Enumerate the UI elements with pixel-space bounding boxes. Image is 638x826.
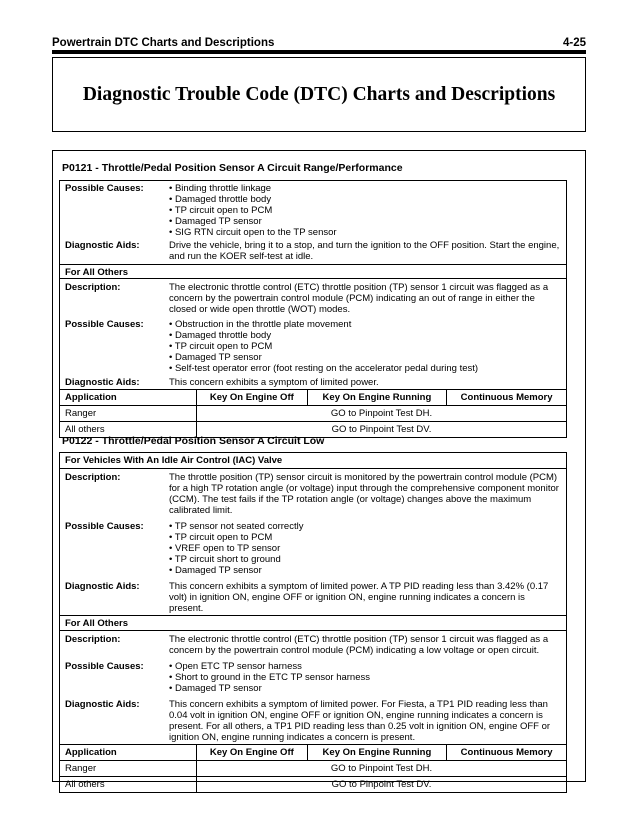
p0122-title: P0122 - Throttle/Pedal Position Sensor A Circuit Low <box>62 435 325 447</box>
p0122-causes2-row <box>60 656 566 694</box>
p0122-desc-row <box>60 468 566 516</box>
cause-item: • TP circuit open to PCM <box>169 532 560 543</box>
p0121-diag2-row <box>60 374 566 389</box>
page-number: 4-25 <box>562 37 586 49</box>
possible-causes-list <box>169 521 566 576</box>
for-all-others-header: For All Others <box>60 615 566 630</box>
pinpoint-test-cell: GO to Pinpoint Test DV. <box>197 422 567 438</box>
application-header-row <box>60 390 566 406</box>
pinpoint-test-cell: GO to Pinpoint Test DH. <box>197 406 567 422</box>
p0121-application-table <box>60 389 566 437</box>
page-title: Diagnostic Trouble Code (DTC) Charts and Descriptions <box>82 83 556 105</box>
cause-item: • TP sensor not seated correctly <box>169 521 560 532</box>
p0122-application-table <box>60 744 566 792</box>
cause-item: • Damaged TP sensor <box>169 216 560 227</box>
description-text: The throttle position (TP) sensor circuit is monitored by the powertrain control module (PCM) for a high TP rotation angle (or voltage) input through the comprehensive component monitor (CCM). The test fails if the TP rotation angle (or voltage) changes above the maximum calibrated limit. <box>169 472 559 516</box>
header-title: Powertrain DTC Charts and Descriptions <box>52 37 275 49</box>
possible-causes-label: Possible Causes: <box>65 661 144 672</box>
cause-item: • Open ETC TP sensor harness <box>169 661 560 672</box>
diagnostic-aids-label: Diagnostic Aids: <box>65 240 140 251</box>
application-cell: All others <box>60 777 197 793</box>
table-row <box>60 777 566 793</box>
table-row <box>60 406 566 422</box>
description-label: Description: <box>65 472 121 483</box>
col-koer: Key On Engine Running <box>307 745 447 761</box>
col-koer: Key On Engine Running <box>307 390 447 406</box>
running-header <box>52 36 586 50</box>
col-koeo: Key On Engine Off <box>197 390 308 406</box>
possible-causes-label: Possible Causes: <box>65 319 144 330</box>
p0122-desc2-row <box>60 630 566 656</box>
cause-item: • Damaged throttle body <box>169 330 560 341</box>
diagnostic-aids-text: This concern exhibits a symptom of limited power. <box>169 377 379 388</box>
iac-valve-header: For Vehicles With An Idle Air Control (IAC) Valve <box>65 455 283 466</box>
diagnostic-aids-text: Drive the vehicle, bring it to a stop, and turn the ignition to the OFF position. Start the engine, and run the KOER self-test at idle. <box>169 240 560 262</box>
cause-item: • Damaged TP sensor <box>169 565 560 576</box>
for-all-others-header: For All Others <box>60 264 566 278</box>
description-text: The electronic throttle control (ETC) throttle position (TP) sensor 1 circuit was flagged as a concern by the powertrain control module (PCM) indicating a low voltage or open circuit. <box>169 634 549 656</box>
pinpoint-test-cell: GO to Pinpoint Test DV. <box>197 777 567 793</box>
possible-causes-label: Possible Causes: <box>65 183 144 194</box>
p0121-desc-row <box>60 278 566 315</box>
cause-item: • Self-test operator error (foot resting on the accelerator pedal during test) <box>169 363 560 374</box>
application-cell: Ranger <box>60 761 197 777</box>
cause-item: • TP circuit short to ground <box>169 554 560 565</box>
pinpoint-test-cell: GO to Pinpoint Test DH. <box>197 761 567 777</box>
p0121-causes-row <box>60 181 566 238</box>
possible-causes-list <box>169 319 566 374</box>
cause-item: • Short to ground in the ETC TP sensor harness <box>169 672 560 683</box>
cause-item: • Damaged TP sensor <box>169 683 560 694</box>
p0122-diag-row <box>60 576 566 615</box>
diagnostic-aids-text: This concern exhibits a symptom of limited power. For Fiesta, a TP1 PID reading less than 0.04 volt in ignition ON, engine OFF or ignition ON, engine running indicates a concern is present. For all others, a TP1 PID reading less than 0.25 volt in ignition ON, engine OFF or ignition ON, engine running indicates a concern is present. <box>169 699 551 743</box>
cause-item: • TP circuit open to PCM <box>169 205 560 216</box>
diagnostic-aids-label: Diagnostic Aids: <box>65 699 140 710</box>
p0121-diag-row <box>60 238 566 264</box>
possible-causes-list <box>169 183 566 238</box>
possible-causes-list <box>169 661 566 694</box>
possible-causes-label: Possible Causes: <box>65 521 144 532</box>
diagnostic-aids-text: This concern exhibits a symptom of limited power. A TP PID reading less than 3.42% (0.17 volt) in ignition ON, engine OFF or ignition ON, engine running indicates a concern is present. <box>169 581 549 614</box>
application-cell: Ranger <box>60 406 197 422</box>
diagnostic-aids-label: Diagnostic Aids: <box>65 581 140 592</box>
diagnostic-aids-label: Diagnostic Aids: <box>65 377 140 388</box>
application-header-row <box>60 745 566 761</box>
header-rule <box>52 50 586 54</box>
description-text: The electronic throttle control (ETC) throttle position (TP) sensor 1 circuit was flagged as a concern by the powertrain control module (PCM) indicating an out of range in either the closed or wide open throttle (WOT) modes. <box>169 282 549 315</box>
cause-item: • TP circuit open to PCM <box>169 341 560 352</box>
col-continuous-memory: Continuous Memory <box>447 745 566 761</box>
p0122-diag2-row <box>60 694 566 744</box>
application-cell: All others <box>60 422 197 438</box>
p0121-table <box>59 180 567 438</box>
description-label: Description: <box>65 282 121 293</box>
cause-item: • Obstruction in the throttle plate movement <box>169 319 560 330</box>
cause-item: • Damaged TP sensor <box>169 352 560 363</box>
p0121-title: P0121 - Throttle/Pedal Position Sensor A Circuit Range/Performance <box>62 162 403 174</box>
col-application: Application <box>60 745 197 761</box>
description-label: Description: <box>65 634 121 645</box>
p0122-causes-row <box>60 516 566 576</box>
col-continuous-memory: Continuous Memory <box>447 390 566 406</box>
cause-item: • SIG RTN circuit open to the TP sensor <box>169 227 560 238</box>
cause-item: • Damaged throttle body <box>169 194 560 205</box>
col-application: Application <box>60 390 197 406</box>
table-row <box>60 761 566 777</box>
p0122-table <box>59 452 567 793</box>
col-koeo: Key On Engine Off <box>197 745 308 761</box>
p0121-causes2-row <box>60 315 566 374</box>
cause-item: • VREF open to TP sensor <box>169 543 560 554</box>
cause-item: • Binding throttle linkage <box>169 183 560 194</box>
title-box <box>52 57 586 132</box>
